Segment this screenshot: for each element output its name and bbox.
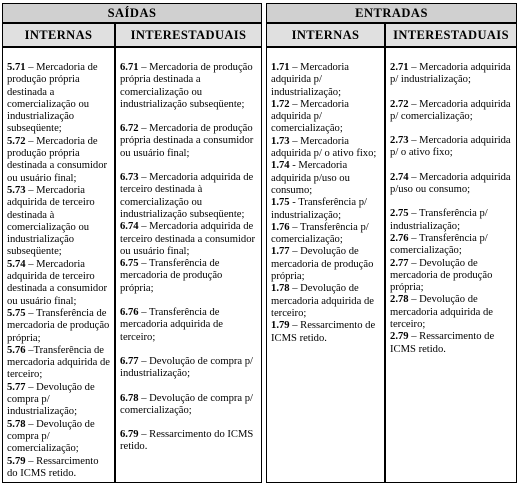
cfop-description: – Transferência de mercadoria adquirida de terceiro; — [120, 307, 223, 343]
cfop-code: 5.76 — [7, 344, 26, 356]
header-entradas-internas: INTERNAS — [266, 23, 385, 47]
cfop-description: –Transferência de mercadoria adquirida de terceiro; — [7, 344, 110, 381]
cfop-code: 6.73 — [120, 172, 139, 184]
cfop-code: 5.79 — [7, 455, 26, 467]
cfop-code: 1.73 — [271, 135, 290, 147]
cfop-description: – Mercadoria adquirida p/ industrialização; — [390, 62, 511, 86]
cfop-code: 1.78 — [271, 283, 290, 295]
cfop-description: – Devolução de compra p/ industrialização; — [120, 355, 253, 380]
cfop-entry — [120, 307, 258, 344]
cfop-code: 6.71 — [120, 62, 139, 73]
header-saidas: SAÍDAS — [2, 3, 262, 23]
cfop-description: – Mercadoria adquirida de terceiro destinada à comercialização ou industrialização subseqüente; — [120, 172, 254, 220]
cfop-description: – Mercadoria adquirida p/ industrialização; — [271, 62, 349, 98]
cfop-code: 6.77 — [120, 355, 139, 367]
entry-spacer — [120, 160, 258, 172]
cfop-code: 5.72 — [7, 135, 26, 147]
cfop-entry — [120, 62, 258, 111]
entry-spacer — [390, 87, 513, 99]
cfop-code: 5.78 — [7, 418, 26, 430]
cfop-code: 1.72 — [271, 98, 290, 110]
cfop-entry — [120, 172, 258, 221]
cfop-code: 5.73 — [7, 184, 26, 196]
cfop-description: – Devolução de compra p/ comercialização; — [7, 418, 95, 455]
cfop-code: 5.71 — [7, 62, 26, 73]
cfop-code: 1.77 — [271, 246, 290, 258]
cfop-entry — [7, 259, 111, 308]
cfop-entry — [7, 62, 111, 136]
cfop-code: 5.77 — [7, 381, 26, 393]
header-saidas-interestaduais: INTERESTADUAIS — [115, 23, 262, 47]
cfop-description: – Transferência p/ comercialização; — [390, 232, 488, 257]
entry-spacer — [390, 196, 513, 208]
cfop-entry — [390, 294, 513, 331]
entry-spacer — [390, 123, 513, 135]
cfop-code: 6.76 — [120, 307, 139, 319]
entry-spacer — [120, 344, 258, 356]
cfop-code: 2.77 — [390, 257, 409, 269]
cfop-description: – Mercadoria de produção própria destinada a consumidor ou usuário final; — [7, 135, 108, 184]
cfop-code: 1.75 — [271, 197, 290, 209]
cfop-entry — [390, 233, 513, 258]
cfop-description: – Transferência de mercadoria de produção própria; — [120, 258, 223, 294]
cell-entradas-internas — [266, 47, 385, 483]
cfop-description: – Devolução de mercadoria adquirida de terceiro; — [271, 283, 374, 319]
cfop-entry — [390, 172, 513, 197]
cfop-code: 1.79 — [271, 320, 290, 332]
cfop-description: – Mercadoria adquirida p/ o ativo fixo; — [390, 135, 511, 159]
cfop-entry — [7, 185, 111, 259]
cfop-entry — [7, 419, 111, 456]
cfop-code: 5.74 — [7, 258, 26, 270]
cfop-entry — [120, 123, 258, 160]
cfop-description: – Mercadoria de produção própria destinada a consumidor ou usuário final; — [120, 123, 254, 159]
cfop-code: 1.71 — [271, 62, 290, 73]
cell-entradas-interestaduais — [385, 47, 517, 483]
cfop-description: – Mercadoria adquirida p/ comercialização; — [390, 98, 511, 122]
header-saidas-internas: INTERNAS — [2, 23, 115, 47]
cfop-entry — [271, 62, 381, 99]
cfop-code: 6.79 — [120, 429, 139, 441]
cell-saidas-internas — [2, 47, 115, 483]
cfop-entry — [7, 345, 111, 382]
cfop-code: 2.73 — [390, 135, 409, 147]
cfop-entry — [7, 308, 111, 345]
cfop-code: 2.71 — [390, 62, 409, 73]
cfop-description: – Mercadoria adquirida p/ comercialização; — [271, 98, 349, 135]
cfop-entry — [271, 197, 381, 222]
cfop-code: 6.78 — [120, 392, 139, 404]
cfop-description: – Ressarcimento de ICMS retido. — [390, 331, 495, 355]
cfop-description: – Transferência p/ comercialização; — [271, 221, 369, 246]
cfop-code: 2.75 — [390, 208, 409, 220]
cfop-description: – Mercadoria de produção própria destinada a comercialização ou industrialização subseqüente; — [7, 62, 98, 135]
cfop-code: 5.75 — [7, 307, 26, 319]
cfop-code: 1.76 — [271, 221, 290, 233]
cfop-entry — [390, 99, 513, 124]
cfop-entry — [390, 62, 513, 87]
entry-spacer — [390, 160, 513, 172]
cfop-description: – Mercadoria de produção própria destinada a comercialização ou industrialização subseqüente; — [120, 62, 253, 110]
cfop-description: – Devolução de compra p/ industrialização; — [7, 381, 95, 418]
cfop-entry — [7, 136, 111, 185]
cfop-description: – Mercadoria adquirida de terceiro destinada à comercialização ou industrialização subseqüente; — [7, 184, 95, 258]
cfop-entry — [390, 135, 513, 160]
cfop-description: – Ressarcimento do ICMS retido. — [7, 455, 99, 479]
cfop-entry — [390, 208, 513, 233]
cfop-description: – Devolução de mercadoria de produção própria; — [390, 257, 493, 294]
cfop-entry — [120, 429, 258, 454]
cfop-description: – Ressarcimento de ICMS retido. — [271, 320, 376, 344]
entry-spacer — [120, 417, 258, 429]
cfop-code: 6.75 — [120, 258, 139, 270]
cfop-entry — [120, 356, 258, 381]
cfop-description: – Mercadoria adquirida p/ o ativo fixo; — [271, 135, 377, 160]
cfop-description: – Mercadoria adquirida p/uso ou consumo; — [390, 171, 511, 196]
cfop-description: – Devolução de compra p/ comercialização; — [120, 392, 253, 416]
cfop-code: 2.74 — [390, 171, 409, 183]
cfop-description: – Transferência de mercadoria de produção própria; — [7, 307, 110, 344]
cfop-entry — [120, 221, 258, 258]
cfop-code: 2.78 — [390, 294, 409, 306]
entry-spacer — [120, 111, 258, 123]
cfop-entry — [271, 222, 381, 247]
cfop-entry — [120, 258, 258, 295]
cfop-table-container — [2, 3, 517, 479]
cfop-entry — [271, 160, 381, 197]
cfop-entry — [120, 393, 258, 418]
cfop-entry — [7, 456, 111, 481]
cfop-description: – Devolução de mercadoria adquirida de terceiro; — [390, 294, 493, 331]
cfop-description: – Ressarcimento do ICMS retido. — [120, 429, 254, 453]
cfop-entry — [7, 382, 111, 419]
cfop-code: 2.79 — [390, 331, 409, 343]
header-entradas: ENTRADAS — [266, 3, 517, 23]
cfop-code: 2.72 — [390, 98, 409, 110]
cfop-description: - Transferência p/ industrialização; — [271, 197, 367, 221]
cfop-entry — [271, 136, 381, 161]
cfop-description: – Transferência p/ industrialização; — [390, 208, 488, 232]
cell-saidas-interestaduais — [115, 47, 262, 483]
cfop-entry — [271, 246, 381, 283]
cfop-table — [2, 3, 517, 483]
cfop-description: – Mercadoria adquirida de terceiro destinada a consumidor ou usuário final; — [120, 221, 256, 257]
entry-spacer — [120, 295, 258, 307]
cfop-entry — [271, 99, 381, 136]
cfop-code: 2.76 — [390, 232, 409, 244]
header-entradas-interestaduais: INTERESTADUAIS — [385, 23, 517, 47]
cfop-code: 1.74 — [271, 160, 290, 172]
cfop-description: – Devolução de mercadoria de produção própria; — [271, 246, 374, 283]
cfop-entry — [271, 320, 381, 345]
cfop-code: 6.74 — [120, 221, 139, 233]
cfop-entry — [390, 331, 513, 356]
entry-spacer — [120, 381, 258, 393]
cfop-entry — [390, 258, 513, 295]
cfop-code: 6.72 — [120, 123, 139, 135]
cfop-description: - Mercadoria adquirida p/uso ou consumo; — [271, 160, 350, 196]
cfop-description: – Mercadoria adquirida de terceiro destinada a consumidor ou usuário final; — [7, 258, 108, 307]
cfop-entry — [271, 283, 381, 320]
